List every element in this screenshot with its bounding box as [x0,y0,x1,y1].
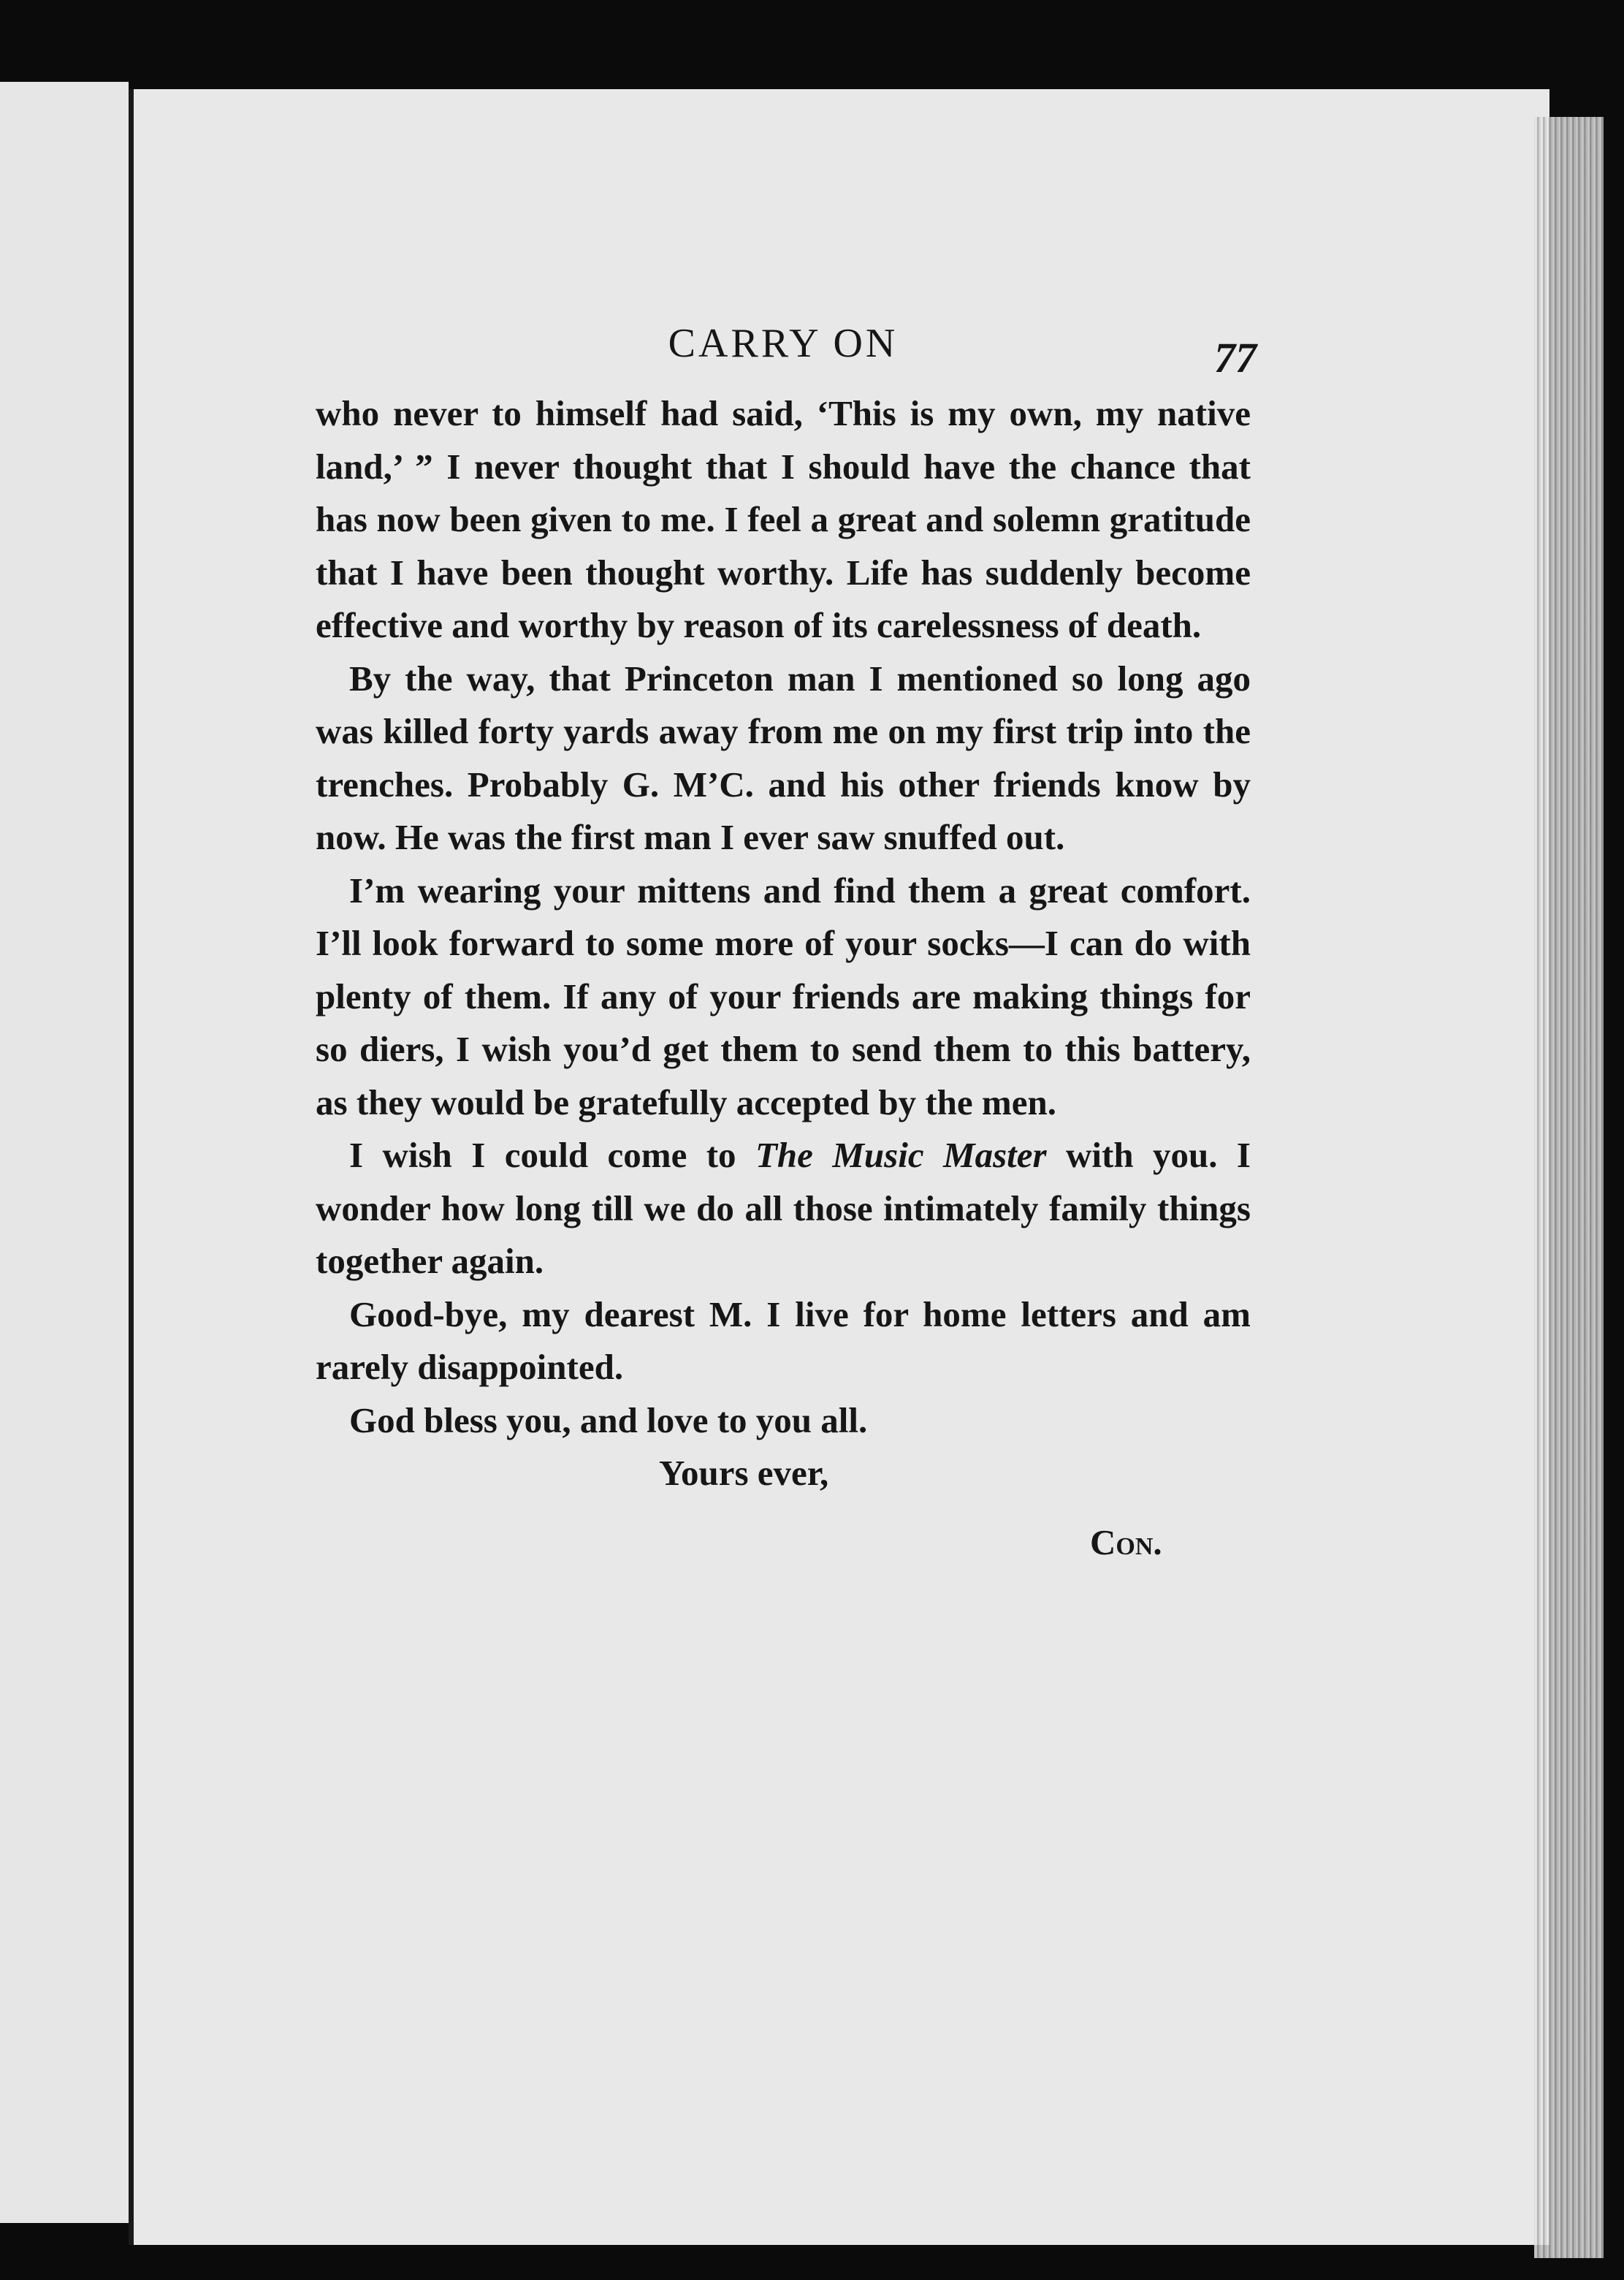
page-stack-edges [1534,117,1604,2258]
paragraph-text: with you. I wonder how long till we do all those intimately family things together again. [316,1135,1251,1281]
paragraph [316,1129,1251,1288]
paragraph: God bless you, and love to you all. [349,1399,868,1440]
paragraph: who never to himself had said, ‘This is my own, my native land,’ ” I never thought that I should have the chance that has now been given to me. I feel a great and solemn gratitude that I have been thought worthy. Life has suddenly become effective and worthy by reason of its carelessness of death. [316,393,1251,645]
paragraph: Good-bye, my dearest M. I live for home letters and am rarely disappointed. [316,1293,1251,1387]
letter-body [316,387,1251,1569]
paragraph: By the way, that Princeton man I mentioned so long ago was killed forty yards away from me on my first trip into the trenches. Probably G. M’C. and his other friends know by now. He was the first man I ever saw snuffed out. [316,658,1251,857]
running-title: CARRY ON [668,321,899,366]
page-number: 77 [1214,334,1257,381]
letter-closing: Yours ever, [659,1453,829,1493]
facing-page-edge [0,82,129,2223]
play-title: The Music Master [755,1135,1047,1175]
letter-signature: Con. [1090,1521,1162,1562]
paragraph: I’m wearing your mittens and find them a great comfort. I’ll look forward to some more of your socks—I can do with plenty of them. If any of your friends are making things for so diers, I wish you’d get them to send them to this battery, as they would be gratefully accepted by the men. [316,870,1251,1122]
paragraph-text: I wish I could come to [349,1135,755,1175]
